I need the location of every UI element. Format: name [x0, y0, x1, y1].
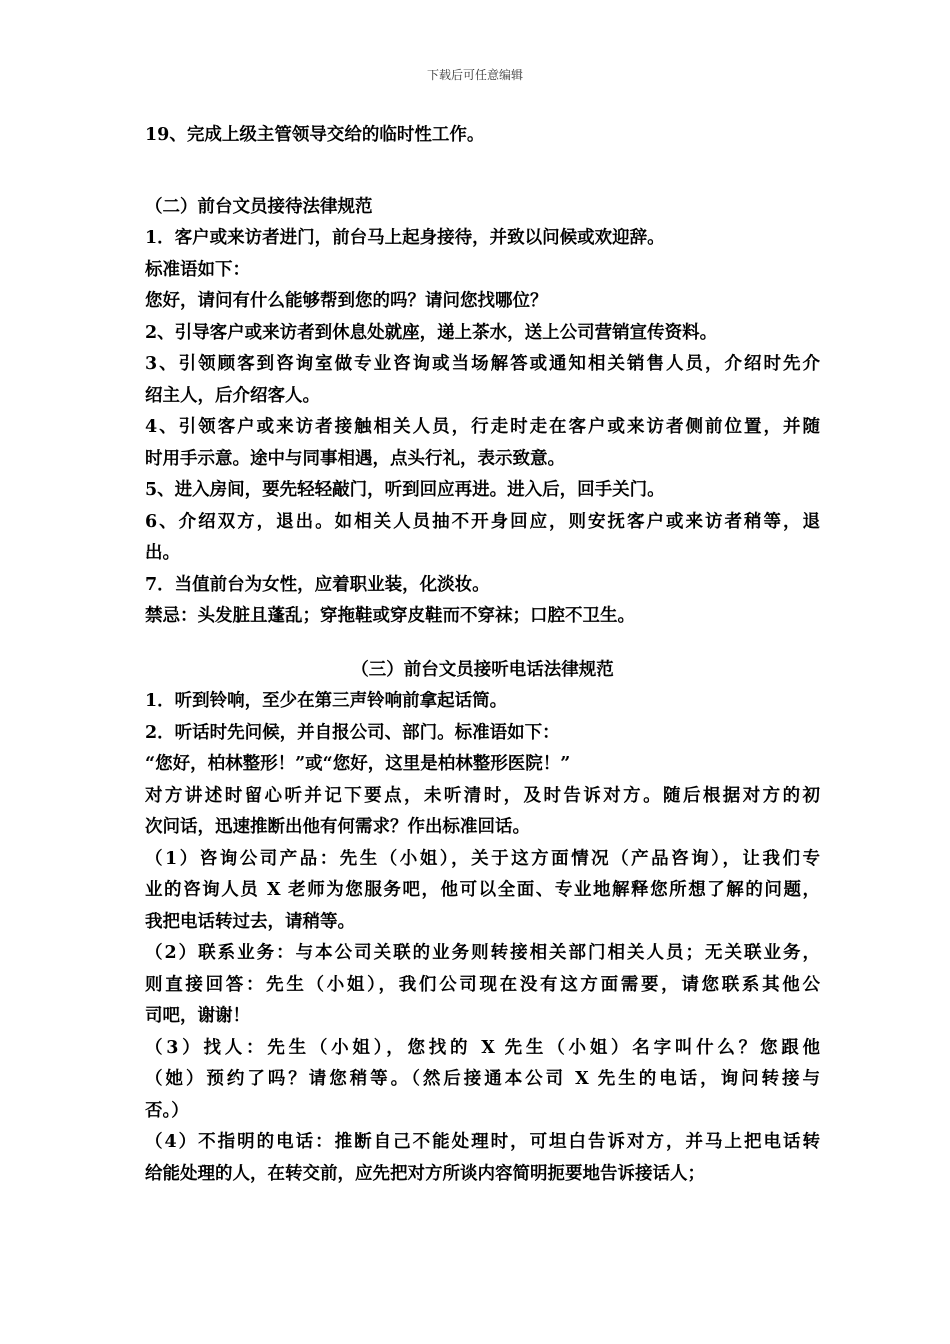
section-heading: （三）前台文员接听电话法律规范	[351, 659, 614, 680]
paragraph-line: 7．当值前台为女性，应着职业装，化淡妆。	[145, 574, 490, 595]
paragraph-line: 否。）	[145, 1100, 189, 1121]
paragraph-line: 司吧，谢谢！	[145, 1006, 250, 1026]
paragraph-line: 5、进入房间，要先轻轻敲门，听到回应再进。进入后，回手关门。	[145, 480, 665, 500]
spacer	[145, 633, 820, 655]
paragraph-line: “您好，柏林整形！”或“您好，这里是柏林整形医院！”	[145, 754, 571, 774]
paragraph-line: 业的咨询人员 X 老师为您服务吧，他可以全面、专业地解释您所想了解的问题，	[145, 880, 820, 900]
paragraph-line: 3、引领顾客到咨询室做专业咨询或当场解答或通知相关销售人员，介绍时先介	[145, 354, 820, 374]
paragraph-line: 1．客户或来访者进门，前台马上起身接待，并致以问候或欢迎辞。	[145, 228, 665, 248]
paragraph-line: 给能处理的人，在转交前，应先把对方所谈内容简明扼要地告诉接话人；	[145, 1163, 705, 1184]
paragraph-line: 则直接回答：先生（小姐），我们公司现在没有这方面需要，请您联系其他公	[145, 974, 820, 995]
paragraph-line: 19、完成上级主管领导交给的临时性工作。	[145, 125, 485, 145]
paragraph-line: 对方讲述时留心听并记下要点，未听清时，及时告诉对方。随后根据对方的初	[145, 785, 820, 806]
paragraph-line: 您好，请问有什么能够帮到您的吗？请问您找哪位？	[145, 291, 548, 311]
document-body	[145, 120, 820, 1190]
paragraph-line: 标准语如下：	[145, 259, 250, 280]
paragraph-line: （3）找人：先生（小姐），您找的 X 先生（小姐）名字叫什么？您跟他	[145, 1037, 820, 1058]
paragraph-line: 6、介绍双方，退出。如相关人员抽不开身回应，则安抚客户或来访者稍等，退	[145, 511, 820, 532]
spacer	[145, 152, 820, 192]
paragraph-line: 我把电话转过去，请稍等。	[145, 911, 355, 932]
paragraph-line: 出。	[145, 543, 180, 563]
paragraph-line: 时用手示意。途中与同事相遇，点头行礼，表示致意。	[145, 448, 565, 469]
paragraph-line: （4）不指明的电话：推断自己不能处理时，可坦白告诉对方，并马上把电话转	[145, 1132, 820, 1152]
paragraph-line: 2、引导客户或来访者到休息处就座，递上茶水，送上公司营销宣传资料。	[145, 322, 718, 343]
paragraph-line: 绍主人，后介绍客人。	[145, 385, 320, 406]
paragraph-line: （1）咨询公司产品：先生（小姐），关于这方面情况（产品咨询），让我们专	[145, 848, 820, 869]
paragraph-line: （她）预约了吗？请您稍等。（然后接通本公司 X 先生的电话，询问转接与	[145, 1069, 820, 1089]
paragraph-line: 次问话，迅速推断出他有何需求？作出标准回话。	[145, 817, 530, 837]
paragraph-line: 4、引领客户或来访者接触相关人员，行走时走在客户或来访者侧前位置，并随	[145, 417, 820, 437]
paragraph-line: （2）联系业务：与本公司关联的业务则转接相关部门相关人员；无关联业务，	[145, 943, 820, 963]
section-heading: （二）前台文员接待法律规范	[145, 196, 373, 217]
page-header-note: 下载后可任意编辑	[426, 68, 523, 82]
paragraph-line: 1．听到铃响，至少在第三声铃响前拿起话筒。	[145, 691, 508, 711]
paragraph-line: 禁忌：头发脏且蓬乱；穿拖鞋或穿皮鞋而不穿袜；口腔不卫生。	[145, 606, 635, 626]
paragraph-line: 2．听话时先问候，并自报公司、部门。标准语如下：	[145, 722, 560, 743]
